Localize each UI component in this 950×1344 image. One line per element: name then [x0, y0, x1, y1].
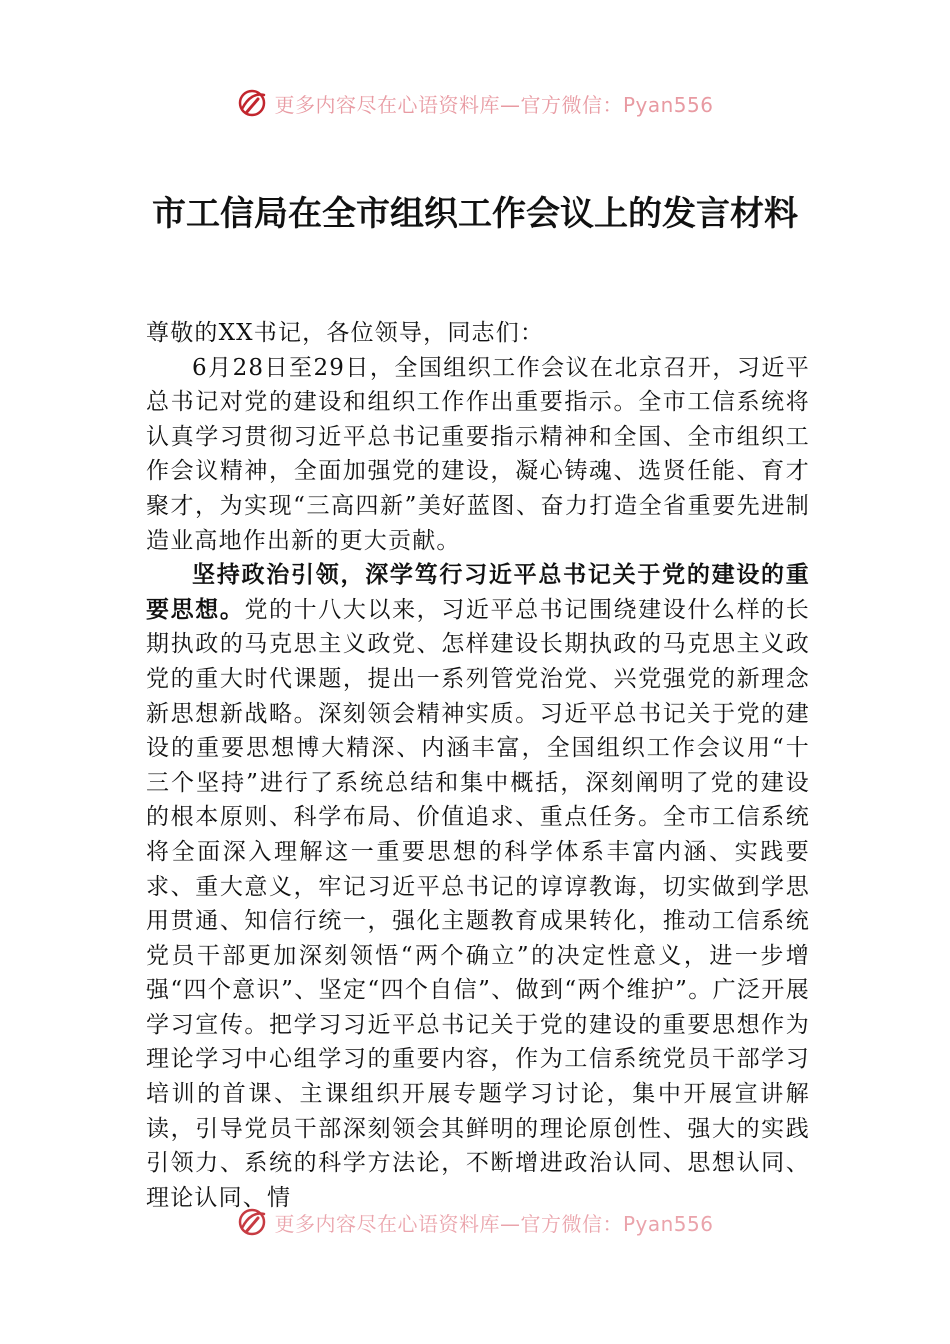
brand-logo-icon: [236, 1206, 268, 1238]
paragraph-2: [146, 558, 810, 1215]
paragraph-2-heading: 坚持政治引领，深学笃行习近平总书记关于党的建设的重要思想。: [146, 561, 810, 623]
watermark-text: 更多内容尽在心语资料库—官方微信：Pyan556: [274, 92, 714, 117]
paragraph-1: 6月28日至29日，全国组织工作会议在北京召开，习近平总书记对党的建设和组织工作作出重要指示。全市工信系统将认真学习贯彻习近平总书记重要指示精神和全国、全市组织工作会议精神，全面加强党的建设，凝心铸魂、选贤任能、育才聚才，为实现“三高四新”美好蓝图、奋力打造全省重要先进制造业高地作出新的更大贡献。: [146, 354, 810, 554]
salutation: 尊敬的XX书记，各位领导，同志们：: [146, 320, 545, 346]
header-watermark: [0, 84, 950, 122]
footer-watermark: [0, 1204, 950, 1240]
document-title: 市工信局在全市组织工作会议上的发言材料: [152, 194, 798, 234]
brand-logo-icon: [236, 87, 268, 119]
paragraph-2-body: 党的十八大以来，习近平总书记围绕建设什么样的长期执政的马克思主义政党、怎样建设长期执政的马克思主义政党的重大时代课题，提出一系列管党治党、兴党强党的新理念新思想新战略。深刻领会精神实质。习近平总书记关于党的建设的重要思想博大精深、内涵丰富，全国组织工作会议用“十三个坚持”进行了系统总结和集中概括，深刻阐明了党的建设的根本原则、科学布局、价值追求、重点任务。全市工信系统将全面深入理解这一重要思想的科学体系丰富内涵、实践要求、重大意义，牢记习近平总书记的谆谆教诲，切实做到学思用贯通、知信行统一，强化主题教育成果转化，推动工信系统党员干部更加深刻领悟“两个确立”的决定性意义，进一步增强“四个意识”、坚定“四个自信”、做到“两个维护”。广泛开展学习宣传。把学习习近平总书记关于党的建设的重要思想作为理论学习中心组学习的重要内容，作为工信系统党员干部学习培训的首课、主课组织开展专题学习讨论，集中开展宣讲解读，引导党员干部深刻领会其鲜明的理论原创性、强大的实践引领力、系统的科学方法论，不断增进政治认同、思想认同、理论认同、情: [146, 596, 810, 1211]
watermark-text: 更多内容尽在心语资料库—官方微信：Pyan556: [274, 1211, 714, 1236]
document-body: [146, 316, 810, 1216]
